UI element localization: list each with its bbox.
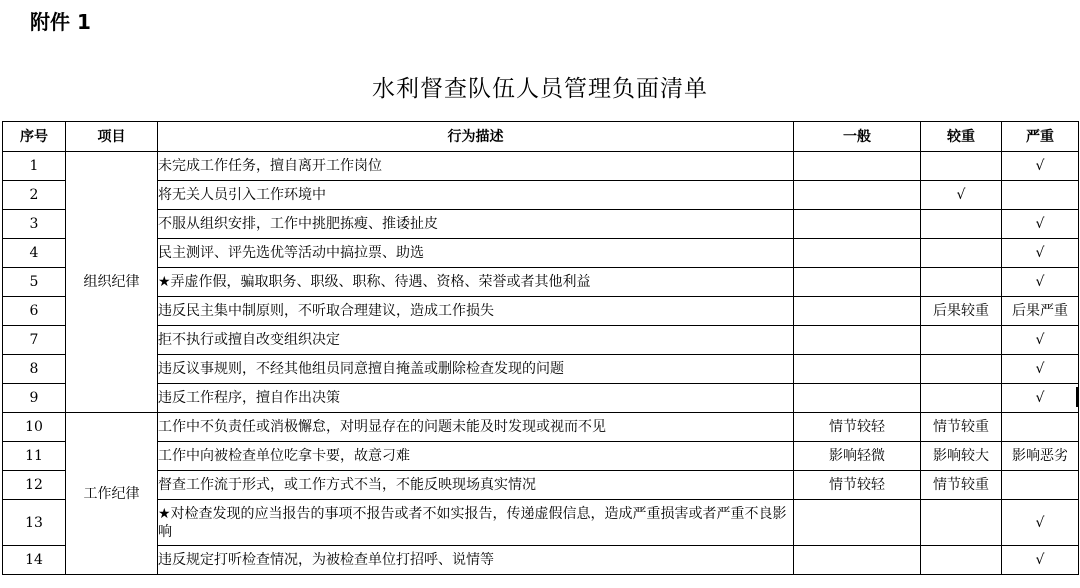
cell-severe bbox=[1002, 181, 1079, 210]
attachment-label: 附件 1 bbox=[30, 10, 91, 34]
table-row bbox=[3, 326, 1079, 355]
cell-severe: √ bbox=[1002, 384, 1079, 413]
table-row bbox=[3, 546, 1079, 575]
cell-general bbox=[794, 297, 921, 326]
table-row bbox=[3, 239, 1079, 268]
cell-serious bbox=[921, 268, 1002, 297]
cell-general: 情节较轻 bbox=[794, 471, 921, 500]
row-description: 工作中不负责任或消极懈怠，对明显存在的问题未能及时发现或视而不见 bbox=[158, 413, 794, 442]
cell-severe: √ bbox=[1002, 239, 1079, 268]
table-row bbox=[3, 442, 1079, 471]
row-number: 2 bbox=[3, 181, 66, 210]
cell-serious: √ bbox=[921, 181, 1002, 210]
column-header-description: 行为描述 bbox=[158, 122, 794, 152]
cell-serious bbox=[921, 326, 1002, 355]
row-number: 3 bbox=[3, 210, 66, 239]
cell-general bbox=[794, 326, 921, 355]
row-number: 9 bbox=[3, 384, 66, 413]
row-description: 违反规定打听检查情况，为被检查单位打招呼、说情等 bbox=[158, 546, 794, 575]
row-description: ★弄虚作假，骗取职务、职级、职称、待遇、资格、荣誉或者其他利益 bbox=[158, 268, 794, 297]
row-number: 1 bbox=[3, 152, 66, 181]
column-header-severe: 严重 bbox=[1002, 122, 1079, 152]
table-row bbox=[3, 152, 1079, 181]
cell-severe: √ bbox=[1002, 326, 1079, 355]
cell-serious bbox=[921, 152, 1002, 181]
cell-severe: √ bbox=[1002, 500, 1079, 546]
cell-severe bbox=[1002, 413, 1079, 442]
cell-serious bbox=[921, 210, 1002, 239]
row-number: 14 bbox=[3, 546, 66, 575]
cell-general bbox=[794, 152, 921, 181]
column-header-general: 一般 bbox=[794, 122, 921, 152]
row-description: 民主测评、评先选优等活动中搞拉票、助选 bbox=[158, 239, 794, 268]
row-description: 未完成工作任务，擅自离开工作岗位 bbox=[158, 152, 794, 181]
cell-general bbox=[794, 210, 921, 239]
row-number: 13 bbox=[3, 500, 66, 546]
cell-severe: √ bbox=[1002, 210, 1079, 239]
text-cursor-mark bbox=[1076, 387, 1079, 407]
cell-serious bbox=[921, 355, 1002, 384]
cell-serious bbox=[921, 384, 1002, 413]
cell-severe: 后果严重 bbox=[1002, 297, 1079, 326]
cell-general bbox=[794, 546, 921, 575]
row-number: 4 bbox=[3, 239, 66, 268]
cell-serious: 后果较重 bbox=[921, 297, 1002, 326]
row-description: 违反民主集中制原则，不听取合理建议，造成工作损失 bbox=[158, 297, 794, 326]
negative-list-table bbox=[2, 121, 1079, 575]
cell-severe: √ bbox=[1002, 355, 1079, 384]
cell-serious bbox=[921, 239, 1002, 268]
table-row bbox=[3, 355, 1079, 384]
table-row bbox=[3, 500, 1079, 546]
row-description: 违反议事规则，不经其他组员同意擅自掩盖或删除检查发现的问题 bbox=[158, 355, 794, 384]
group-work-discipline: 工作纪律 bbox=[66, 413, 158, 575]
row-description: 不服从组织安排，工作中挑肥拣瘦、推诿扯皮 bbox=[158, 210, 794, 239]
row-number: 5 bbox=[3, 268, 66, 297]
cell-severe: 影响恶劣 bbox=[1002, 442, 1079, 471]
cell-general bbox=[794, 239, 921, 268]
table-row bbox=[3, 210, 1079, 239]
cell-general bbox=[794, 181, 921, 210]
cell-general bbox=[794, 500, 921, 546]
table-row bbox=[3, 384, 1079, 413]
group-organizational-discipline: 组织纪律 bbox=[66, 152, 158, 413]
row-description: 工作中向被检查单位吃拿卡要，故意刁难 bbox=[158, 442, 794, 471]
cell-general: 情节较轻 bbox=[794, 413, 921, 442]
column-header-serious: 较重 bbox=[921, 122, 1002, 152]
table-row bbox=[3, 297, 1079, 326]
header-row bbox=[3, 122, 1079, 152]
cell-serious bbox=[921, 500, 1002, 546]
cell-serious: 情节较重 bbox=[921, 471, 1002, 500]
cell-severe: √ bbox=[1002, 268, 1079, 297]
cell-general: 影响轻微 bbox=[794, 442, 921, 471]
row-number: 8 bbox=[3, 355, 66, 384]
table-row bbox=[3, 268, 1079, 297]
row-number: 12 bbox=[3, 471, 66, 500]
cell-general bbox=[794, 355, 921, 384]
cell-severe: √ bbox=[1002, 546, 1079, 575]
row-description: ★对检查发现的应当报告的事项不报告或者不如实报告，传递虚假信息，造成严重损害或者严重不良影响 bbox=[158, 500, 794, 546]
column-header-no: 序号 bbox=[3, 122, 66, 152]
cell-severe bbox=[1002, 471, 1079, 500]
table-row bbox=[3, 181, 1079, 210]
table-row bbox=[3, 471, 1079, 500]
row-description: 拒不执行或擅自改变组织决定 bbox=[158, 326, 794, 355]
cell-serious bbox=[921, 546, 1002, 575]
cell-serious: 影响较大 bbox=[921, 442, 1002, 471]
row-number: 6 bbox=[3, 297, 66, 326]
cell-severe: √ bbox=[1002, 152, 1079, 181]
column-header-project: 项目 bbox=[66, 122, 158, 152]
table-row bbox=[3, 413, 1079, 442]
cell-serious: 情节较重 bbox=[921, 413, 1002, 442]
cell-general bbox=[794, 268, 921, 297]
row-description: 督查工作流于形式，或工作方式不当，不能反映现场真实情况 bbox=[158, 471, 794, 500]
document-title: 水利督查队伍人员管理负面清单 bbox=[372, 76, 708, 102]
cell-general bbox=[794, 384, 921, 413]
row-description: 违反工作程序，擅自作出决策 bbox=[158, 384, 794, 413]
row-number: 11 bbox=[3, 442, 66, 471]
row-description: 将无关人员引入工作环境中 bbox=[158, 181, 794, 210]
row-number: 7 bbox=[3, 326, 66, 355]
row-number: 10 bbox=[3, 413, 66, 442]
